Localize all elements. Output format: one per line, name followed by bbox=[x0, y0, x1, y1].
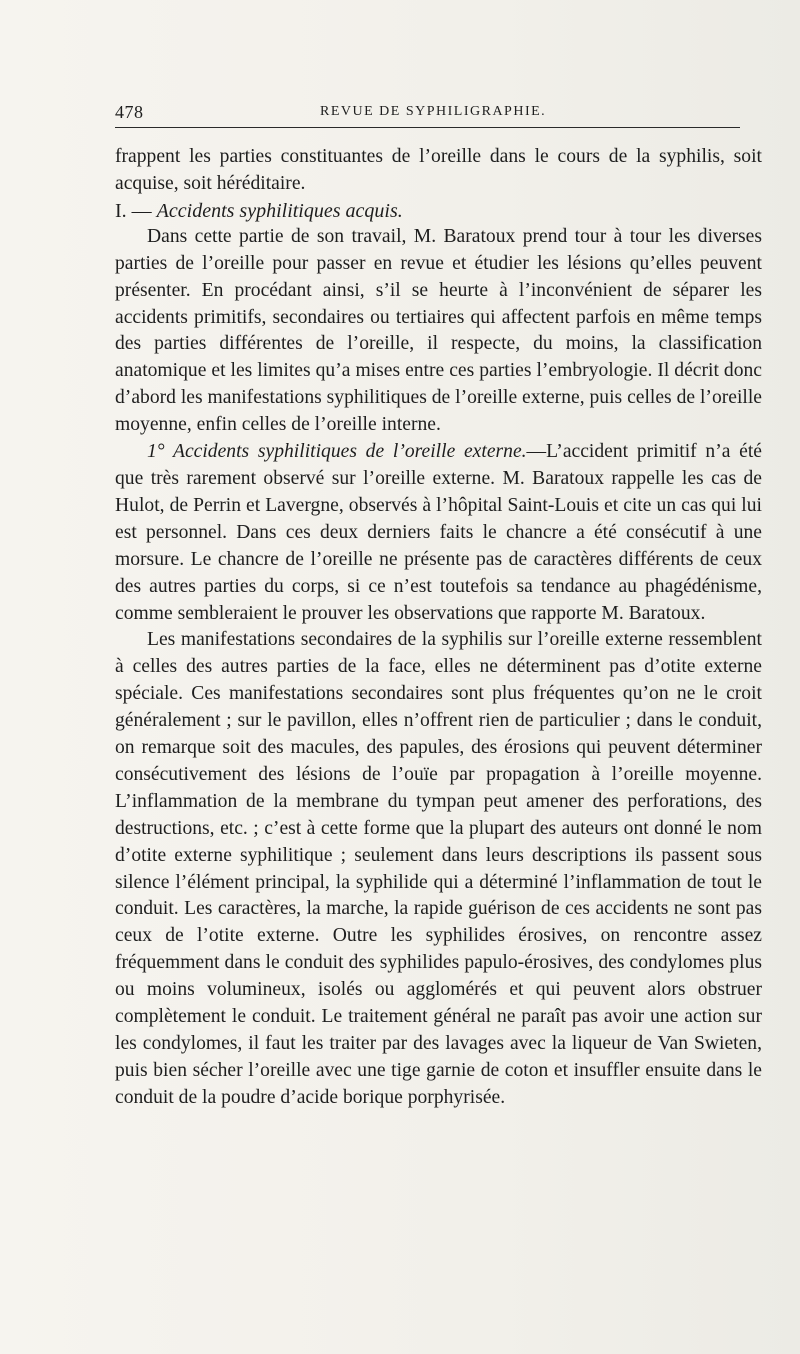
page-number: 478 bbox=[115, 102, 144, 122]
body-text bbox=[115, 144, 762, 1112]
paragraph-continuation: frappent les parties constituantes de l’oreille dans le cours de la syphilis, soit acquise, soit héréditaire. bbox=[115, 146, 762, 194]
header-rule bbox=[115, 127, 740, 128]
section-heading-number: I. — bbox=[115, 199, 152, 222]
running-title: REVUE DE SYPHILIGRAPHIE. bbox=[320, 104, 547, 119]
paragraph-external-ear-body: —L’accident primitif n’a été que très rarement observé sur l’oreille externe. M. Baratoux rappelle les cas de Hulot, de Perrin et Lavergne, observés à l’hôpital Saint-Louis et cite un cas qui lui est personnel. Dans ces deux derniers faits le chancre a été consécutif à une morsure. Le chancre de l’oreille ne présente pas de caractères différents de ceux des autres parties du corps, si ce n’est toutefois sa tendance au phagédénisme, comme sembleraient le prouver les observations que rapporte M. Baratoux. bbox=[115, 441, 762, 624]
section-heading bbox=[115, 198, 762, 224]
subsection-heading: 1° Accidents syphilitiques de l’oreille externe. bbox=[147, 441, 527, 463]
paragraph-external-ear bbox=[115, 439, 762, 627]
paragraph-secondary-manifestations: Les manifestations secondaires de la syphilis sur l’oreille externe ressemblent à celles des autres parties de la face, elles ne déterminent pas d’otite externe spéciale. Ces manifestations secondaires sont plus fréquentes qu’on ne le croit généralement ; sur le pavillon, elles n’offrent rien de particulier ; dans le conduit, on remarque soit des macules, des papules, des érosions qui peuvent déterminer consécutivement des lésions de l’ouïe par propagation à l’oreille moyenne. L’inflammation de la membrane du tympan peut amener des perforations, des destructions, etc. ; c’est à cette forme que la plupart des auteurs ont donné le nom d’otite externe syphilitique ; seulement dans leurs descriptions ils passent sous silence l’élément principal, la syphilide qui a déterminé l’inflammation de tout le conduit. Les caractères, la marche, la rapide guérison de ces accidents ne sont pas ceux de l’otite externe. Outre les syphilides érosives, on rencontre assez fréquemment dans le conduit des syphilides papulo-érosives, des condylomes plus ou moins volumineux, isolés ou agglomérés et qui peuvent alors obstruer complètement le conduit. Le traitement général ne paraît pas avoir une action sur les condylomes, il faut les traiter par des lavages avec la liqueur de Van Swieten, puis bien sécher l’oreille avec une tige garnie de coton et insuffler ensuite dans le conduit de la poudre d’acide borique porphyrisée. bbox=[115, 629, 762, 1108]
section-heading-title: Accidents syphilitiques acquis. bbox=[156, 199, 403, 222]
paragraph-intro: Dans cette partie de son travail, M. Baratoux prend tour à tour les diverses parties de l’oreille pour passer en revue et étudier les lésions qu’elles peuvent présenter. En procédant ainsi, s’il se heurte à l’inconvénient de séparer les accidents primitifs, secondaires ou tertiaires qui affectent parfois en même temps des parties différentes de l’oreille, il respecte, du moins, la classification anatomique et les limites qu’a mises entre ces parties l’embryologie. Il décrit donc d’abord les manifestations syphilitiques de l’oreille externe, puis celles de l’oreille moyenne, enfin celles de l’oreille interne. bbox=[115, 225, 762, 436]
running-head bbox=[115, 100, 755, 124]
